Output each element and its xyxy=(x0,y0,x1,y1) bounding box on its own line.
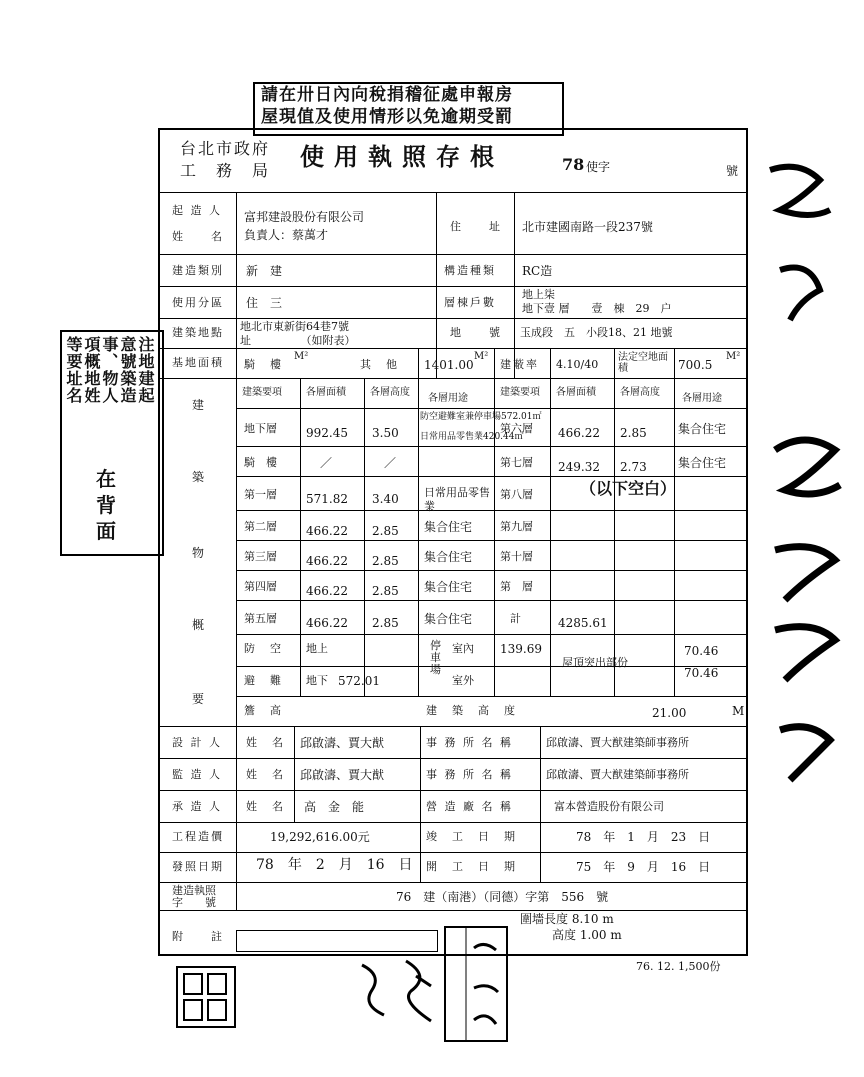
site-value2: 址 （如附表） xyxy=(240,334,356,347)
eave-label: 簷 高 xyxy=(244,704,283,717)
contractor-label: 承 造 人 xyxy=(172,800,222,813)
overview-side-3: 物 xyxy=(192,546,205,560)
zone-value: 住 三 xyxy=(246,296,283,310)
col-use-header-r: 各層用途 xyxy=(682,393,722,404)
row-left-5-height: 2.85 xyxy=(372,584,399,598)
row-left-1-area: ／ xyxy=(320,456,333,470)
contractor-name: 高 金 能 xyxy=(304,800,365,814)
side-note-bottom2: 背 xyxy=(96,493,116,517)
wall-length: 圍墻長度 8.10 m xyxy=(520,912,614,926)
site-label: 建築地點 xyxy=(172,326,224,339)
bheight-unit: M xyxy=(732,704,745,718)
side-note-col1: 注地建起 xyxy=(136,336,155,404)
coverage-label: 建蔽率 xyxy=(500,358,539,371)
designer-name: 邱啟濤、賈大猷 xyxy=(300,736,385,750)
coverage-value: 4.10/40 xyxy=(556,358,599,371)
roof-value2: 70.46 xyxy=(684,666,719,680)
row-right-1-use: 集合住宅 xyxy=(678,456,727,470)
agency-line1: 台北市政府 xyxy=(180,139,271,158)
floors-below: 地下壹 層 壹 棟 29 户 xyxy=(522,302,672,315)
row-right-0-area: 466.22 xyxy=(558,426,600,440)
roof-value1: 70.46 xyxy=(684,644,719,658)
row-left-1-height: ／ xyxy=(384,456,397,470)
permit-hao: 號 xyxy=(726,164,739,178)
other-unit: M² xyxy=(474,351,489,362)
permit-value: 76 建（南港）（同德）字第 556 號 xyxy=(396,890,609,904)
row-left-4-use: 集合住宅 xyxy=(424,550,473,564)
side-note-col5: 等要址名 xyxy=(64,336,83,404)
parking-label: 停車場 xyxy=(430,639,441,676)
row-left-6-name: 第五層 xyxy=(244,612,277,625)
parking-indoor-value: 139.69 xyxy=(500,642,542,656)
builder-company: 富邦建設股份有限公司 xyxy=(244,210,365,224)
supervisor-name-label: 姓 名 xyxy=(246,768,285,781)
margin-handwriting xyxy=(760,150,860,860)
row-left-0-name: 地下層 xyxy=(244,422,277,435)
row-left-2-height: 3.40 xyxy=(372,492,399,506)
parking-indoor-label: 室內 xyxy=(452,642,474,655)
structure-label: 構造種類 xyxy=(444,264,496,277)
row-left-5-use: 集合住宅 xyxy=(424,580,473,594)
row-right-0-use: 集合住宅 xyxy=(678,422,727,436)
row-right-1-name: 第七層 xyxy=(500,456,533,469)
overview-side-4: 概 xyxy=(192,618,205,632)
base-area-label: 基地面積 xyxy=(172,356,224,369)
arcade-label: 騎 樓 xyxy=(244,358,283,371)
row-left-3-name: 第二層 xyxy=(244,520,277,533)
floors-above: 地上柒 xyxy=(522,288,555,301)
side-note-bottom1: 在 xyxy=(96,467,116,491)
designer-office-label: 事 務 所 名 稱 xyxy=(426,736,513,749)
row-right-2-use: （以下空白） xyxy=(580,479,677,498)
row-left-2-name: 第一層 xyxy=(244,488,277,501)
col-height-header: 各層高度 xyxy=(370,387,410,398)
row-right-0-name: 第六層 xyxy=(500,422,533,435)
col-use-header: 各層用途 xyxy=(428,393,468,404)
side-note-col3: 事、物人 xyxy=(100,336,119,404)
row-left-3-use: 集合住宅 xyxy=(424,520,473,534)
row-left-5-area: 466.22 xyxy=(306,584,348,598)
row-right-5-name: 第 層 xyxy=(500,580,533,593)
agency-line2: 工 務 局 xyxy=(180,161,271,180)
side-note-box xyxy=(60,330,164,556)
signature-mark-1 xyxy=(354,960,394,1024)
permit-label1: 建造執照 xyxy=(172,884,216,897)
overview-side-1: 建 xyxy=(192,398,205,412)
open-space-unit: M² xyxy=(726,351,741,362)
col-area-header: 各層面積 xyxy=(306,387,346,398)
arcade-unit: M² xyxy=(294,351,309,362)
overview-side-5: 要 xyxy=(192,692,205,706)
complete-label: 竣 工 日 期 xyxy=(426,830,517,843)
floors-label: 層棟戶數 xyxy=(444,296,496,309)
side-note-col2: 意號築造 xyxy=(118,336,137,404)
row-right-3-name: 第九層 xyxy=(500,520,533,533)
designer-name-label: 姓 名 xyxy=(246,736,285,749)
row-left-5-name: 第四層 xyxy=(244,580,277,593)
signature-mark-2 xyxy=(396,956,446,1030)
col-height-header-r: 各層高度 xyxy=(620,387,660,398)
row-left-4-height: 2.85 xyxy=(372,554,399,568)
company-seal xyxy=(444,926,508,1042)
builder-rep: 負責人：蔡萬才 xyxy=(244,228,329,242)
complete-value: 78 年 1 月 23 日 xyxy=(576,830,711,844)
usage-permit-form xyxy=(158,128,748,956)
build-type-value: 新 建 xyxy=(246,264,283,278)
designer-office: 邱啟濤、賈大猷建築師事務所 xyxy=(546,736,689,749)
row-right-1-area: 249.32 xyxy=(558,460,600,474)
address-label: 住 址 xyxy=(450,220,502,233)
form-title: 使用執照存根 xyxy=(300,142,504,171)
col-area-header-r: 各層面積 xyxy=(556,387,596,398)
lot-label: 地 號 xyxy=(450,326,502,339)
permit-word: 使字 xyxy=(586,160,611,174)
side-note-bottom3: 面 xyxy=(96,519,116,543)
col-item-header-r: 建築要項 xyxy=(500,387,540,398)
shelter-below-value: 572.01 xyxy=(338,674,380,688)
factory-label: 營 造 廠 名 稱 xyxy=(426,800,513,813)
row-left-1-name: 騎 樓 xyxy=(244,456,277,469)
row-left-0-area: 992.45 xyxy=(306,426,348,440)
roof-label: 屋頂突出部份 xyxy=(562,656,628,669)
row-left-3-area: 466.22 xyxy=(306,524,348,538)
notes-field xyxy=(236,930,438,952)
lot-value: 玉成段 五 小段18、21 地號 xyxy=(520,326,673,339)
structure-value: RC造 xyxy=(522,264,553,278)
row-left-6-area: 466.22 xyxy=(306,616,348,630)
row-left-3-height: 2.85 xyxy=(372,524,399,538)
shelter-label: 防 空 xyxy=(244,642,283,655)
supervisor-label: 監 造 人 xyxy=(172,768,222,781)
side-note-col4: 項概地姓 xyxy=(82,336,101,404)
print-info: 76. 12. 1,500份 xyxy=(636,960,721,973)
other-label: 其 他 xyxy=(360,358,399,371)
zone-label: 使用分區 xyxy=(172,296,224,309)
supervisor-name: 邱啟濤、賈大猷 xyxy=(300,768,385,782)
other-value: 1401.00 xyxy=(424,358,474,372)
row-left-6-use: 集合住宅 xyxy=(424,612,473,626)
row-right-0-height: 2.85 xyxy=(620,426,647,440)
row-left-2-use: 日常用品零售業 xyxy=(424,486,490,513)
site-value: 地北市東新街64巷7號 xyxy=(240,320,349,333)
notice-line1: 請在卅日內向稅捐稽征處申報房 xyxy=(261,85,513,105)
builder-label2: 姓 名 xyxy=(172,230,224,243)
col-item-header: 建築要項 xyxy=(242,387,282,398)
bheight-value: 21.00 xyxy=(652,706,687,720)
notes-label: 附 註 xyxy=(172,930,224,943)
row-left-6-height: 2.85 xyxy=(372,616,399,630)
supervisor-office-label: 事 務 所 名 稱 xyxy=(426,768,513,781)
row-right-4-name: 第十層 xyxy=(500,550,533,563)
row-right-2-name: 第八層 xyxy=(500,488,533,501)
parking-outdoor-label: 室外 xyxy=(452,674,474,687)
open-space-label: 法定空地面積 xyxy=(618,352,668,374)
wall-height: 高度 1.00 m xyxy=(552,928,622,942)
address-value: 北市建國南路一段237號 xyxy=(522,220,653,234)
contractor-name-label: 姓 名 xyxy=(246,800,285,813)
issue-label: 發照日期 xyxy=(172,860,224,873)
row-left-0-use2: 日常用品零售業420.44㎡ xyxy=(420,432,524,442)
shelter2-label: 避 難 xyxy=(244,674,283,687)
row-left-2-area: 571.82 xyxy=(306,492,348,506)
open-space-value: 700.5 xyxy=(678,358,713,372)
notice-line2: 屋現值及使用情形以免逾期受罰 xyxy=(261,107,513,127)
designer-label: 設 計 人 xyxy=(172,736,222,749)
shelter-above-label: 地上 xyxy=(306,642,328,655)
start-value: 75 年 9 月 16 日 xyxy=(576,860,711,874)
start-label: 開 工 日 期 xyxy=(426,860,517,873)
row-left-0-height: 3.50 xyxy=(372,426,399,440)
row-left-4-name: 第三層 xyxy=(244,550,277,563)
row-left-4-area: 466.22 xyxy=(306,554,348,568)
builder-label1: 起 造 人 xyxy=(172,204,222,217)
permit-year: 78 xyxy=(562,155,585,174)
issue-value: 78 年 2 月 16 日 xyxy=(256,857,413,873)
row-right-6-name: 計 xyxy=(510,612,521,625)
cost-label: 工程造價 xyxy=(172,830,224,843)
row-right-6-area: 4285.61 xyxy=(558,616,608,630)
overview-side-2: 築 xyxy=(192,470,205,484)
row-left-0-use: 防空避難室兼停車場572.01㎡ xyxy=(420,412,542,422)
build-type-label: 建造類別 xyxy=(172,264,224,277)
official-seal xyxy=(176,966,236,1028)
bheight-label: 建 築 高 度 xyxy=(426,704,517,717)
shelter-below-label: 地下 xyxy=(306,674,328,687)
supervisor-office: 邱啟濤、賈大猷建築師事務所 xyxy=(546,768,689,781)
factory-name: 富本營造股份有限公司 xyxy=(554,800,664,813)
row-right-1-height: 2.73 xyxy=(620,460,647,474)
permit-label2: 字 號 xyxy=(172,896,216,909)
cost-value: 19,292,616.00元 xyxy=(270,830,370,844)
